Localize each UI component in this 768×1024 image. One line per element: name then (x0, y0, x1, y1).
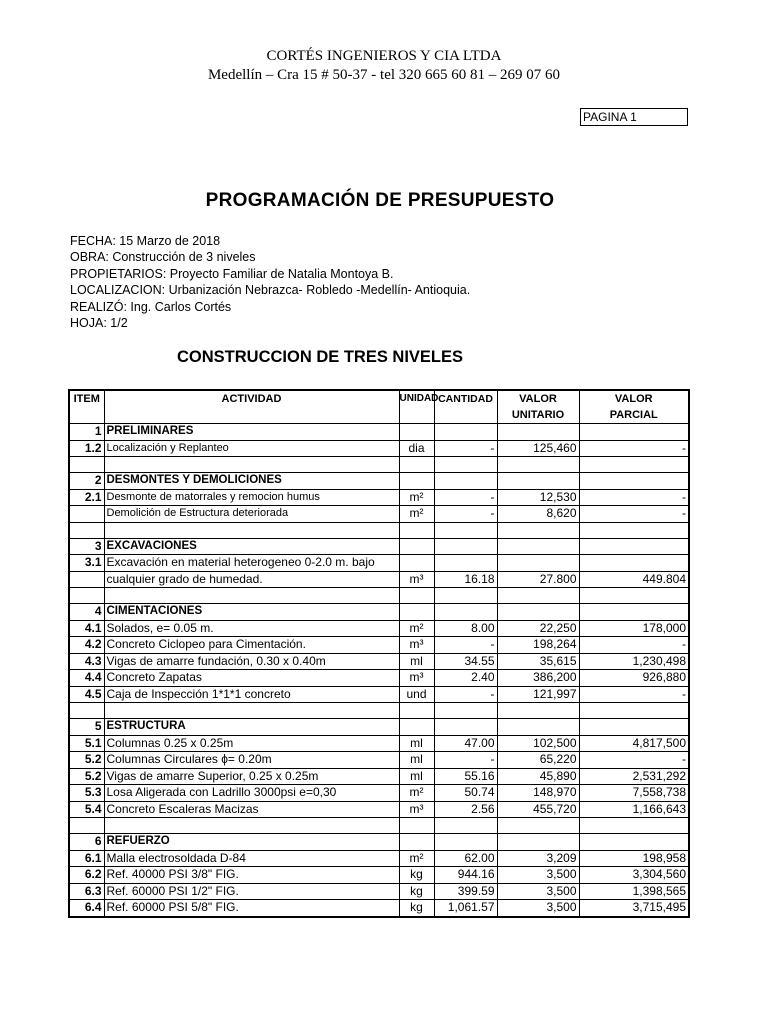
unit-price-cell (497, 719, 579, 736)
unit-cell (399, 473, 434, 490)
header-unit-value-line2: UNITARIO (511, 409, 565, 421)
partial-value-cell (579, 538, 689, 555)
quantity-cell: 47.00 (434, 735, 497, 752)
company-address: Medellín – Cra 15 # 50-37 - tel 320 665 60 81 – 269 07 60 (207, 67, 561, 83)
unit-price-cell: 121,997 (497, 686, 579, 703)
quantity-cell: - (434, 440, 497, 457)
activity-cell: Concreto Escaleras Macizas (104, 801, 399, 818)
unit-cell: m² (399, 850, 434, 867)
blank-row (69, 522, 689, 538)
partial-value-cell: 2,531,292 (579, 768, 689, 785)
quantity-cell: - (434, 752, 497, 769)
empty-cell (579, 457, 689, 473)
empty-cell (497, 818, 579, 834)
item-cell (69, 571, 104, 588)
unit-cell: und (399, 686, 434, 703)
document-title: PROGRAMACIÓN DE PRESUPUESTO (205, 190, 555, 211)
header-partial-value (579, 390, 689, 424)
unit-price-cell (497, 555, 579, 572)
empty-cell (69, 703, 104, 719)
quantity-cell: 62.00 (434, 850, 497, 867)
blank-row (69, 703, 689, 719)
item-cell: 3 (69, 538, 104, 555)
unit-price-cell: 65,220 (497, 752, 579, 769)
partial-value-cell (579, 473, 689, 490)
quantity-cell: - (434, 489, 497, 506)
unit-price-cell: 198,264 (497, 637, 579, 654)
quantity-cell (434, 473, 497, 490)
unit-price-cell: 3,209 (497, 850, 579, 867)
table-row (69, 637, 689, 654)
empty-cell (69, 588, 104, 604)
quantity-cell: 2.40 (434, 670, 497, 687)
table-row (69, 686, 689, 703)
empty-cell (434, 457, 497, 473)
empty-cell (579, 522, 689, 538)
table-header-row (69, 390, 689, 424)
unit-cell (399, 719, 434, 736)
empty-cell (579, 818, 689, 834)
activity-cell: DESMONTES Y DEMOLICIONES (104, 473, 399, 490)
meta-work: OBRA: Construcción de 3 niveles (70, 250, 256, 264)
empty-cell (579, 588, 689, 604)
item-cell: 6.1 (69, 850, 104, 867)
partial-value-cell: 178,000 (579, 620, 689, 637)
blank-row (69, 818, 689, 834)
section-row (69, 424, 689, 441)
section-subtitle: CONSTRUCCION DE TRES NIVELES (176, 348, 464, 366)
empty-cell (434, 703, 497, 719)
unit-cell: m³ (399, 571, 434, 588)
unit-cell (399, 424, 434, 441)
activity-cell: PRELIMINARES (104, 424, 399, 441)
table-row (69, 900, 689, 917)
activity-cell: CIMENTACIONES (104, 604, 399, 621)
unit-price-cell: 125,460 (497, 440, 579, 457)
section-row (69, 473, 689, 490)
unit-price-cell: 27.800 (497, 571, 579, 588)
table-row (69, 735, 689, 752)
item-cell: 6.4 (69, 900, 104, 917)
header-unit-value (497, 390, 579, 424)
activity-cell: Columnas Circulares ϕ= 0.20m (104, 752, 399, 769)
header-unit: UNIDAD (399, 390, 434, 424)
partial-value-cell: 3,304,560 (579, 867, 689, 884)
unit-price-cell: 45,890 (497, 768, 579, 785)
activity-cell: cualquier grado de humedad. (104, 571, 399, 588)
unit-price-cell: 3,500 (497, 900, 579, 917)
activity-cell: Caja de Inspección 1*1*1 concreto (104, 686, 399, 703)
quantity-cell: 2.56 (434, 801, 497, 818)
item-cell: 4.3 (69, 653, 104, 670)
unit-price-cell: 35,615 (497, 653, 579, 670)
partial-value-cell: 1,398,565 (579, 883, 689, 900)
unit-price-cell: 3,500 (497, 867, 579, 884)
meta-date: FECHA: 15 Marzo de 2018 (70, 234, 221, 248)
item-cell (69, 506, 104, 523)
unit-price-cell (497, 538, 579, 555)
empty-cell (104, 457, 399, 473)
quantity-cell: - (434, 686, 497, 703)
table-row (69, 801, 689, 818)
partial-value-cell: 1,230,498 (579, 653, 689, 670)
activity-cell: Vigas de amarre Superior, 0.25 x 0.25m (104, 768, 399, 785)
table-row (69, 670, 689, 687)
empty-cell (497, 457, 579, 473)
quantity-cell: 8.00 (434, 620, 497, 637)
header-activity: ACTIVIDAD (104, 390, 399, 424)
quantity-cell (434, 604, 497, 621)
empty-cell (69, 457, 104, 473)
header-partial-value-line1: VALOR (614, 393, 653, 405)
empty-cell (497, 588, 579, 604)
table-row (69, 850, 689, 867)
empty-cell (399, 457, 434, 473)
activity-cell: Solados, e= 0.05 m. (104, 620, 399, 637)
activity-cell: Vigas de amarre fundación, 0.30 x 0.40m (104, 653, 399, 670)
header-partial-value-line2: PARCIAL (609, 409, 658, 421)
empty-cell (399, 588, 434, 604)
empty-cell (104, 818, 399, 834)
unit-cell: kg (399, 900, 434, 917)
meta-sheet: HOJA: 1/2 (70, 316, 128, 330)
unit-price-cell: 386,200 (497, 670, 579, 687)
empty-cell (497, 703, 579, 719)
empty-cell (434, 818, 497, 834)
item-cell: 6.2 (69, 867, 104, 884)
item-cell: 6.3 (69, 883, 104, 900)
header-item: ITEM (69, 390, 104, 424)
unit-cell: dia (399, 440, 434, 457)
quantity-cell: - (434, 506, 497, 523)
unit-cell: m³ (399, 637, 434, 654)
unit-price-cell (497, 424, 579, 441)
unit-price-cell: 3,500 (497, 883, 579, 900)
partial-value-cell: 198,958 (579, 850, 689, 867)
item-cell: 5.2 (69, 752, 104, 769)
partial-value-cell: 926,880 (579, 670, 689, 687)
table-row (69, 620, 689, 637)
header-unit-value-line1: VALOR (519, 393, 557, 405)
quantity-cell: 399.59 (434, 883, 497, 900)
section-row (69, 604, 689, 621)
partial-value-cell: 7,558,738 (579, 785, 689, 802)
partial-value-cell: - (579, 506, 689, 523)
activity-cell: Demolición de Estructura deteriorada (104, 506, 399, 523)
unit-cell: kg (399, 883, 434, 900)
unit-price-cell: 22,250 (497, 620, 579, 637)
item-cell: 5.3 (69, 785, 104, 802)
empty-cell (104, 703, 399, 719)
quantity-cell: 34.55 (434, 653, 497, 670)
empty-cell (497, 522, 579, 538)
meta-owners: PROPIETARIOS: Proyecto Familiar de Natalia Montoya B. (70, 267, 394, 281)
empty-cell (104, 588, 399, 604)
unit-cell: m² (399, 620, 434, 637)
unit-price-cell (497, 834, 579, 851)
unit-cell: m² (399, 785, 434, 802)
activity-cell: Concreto Ciclopeo para Cimentación. (104, 637, 399, 654)
partial-value-cell (579, 424, 689, 441)
unit-cell: m² (399, 489, 434, 506)
empty-cell (69, 522, 104, 538)
table-row (69, 571, 689, 588)
activity-cell: Columnas 0.25 x 0.25m (104, 735, 399, 752)
item-cell: 5.2 (69, 768, 104, 785)
unit-cell: m² (399, 506, 434, 523)
table-row (69, 440, 689, 457)
partial-value-cell (579, 719, 689, 736)
activity-cell: ESTRUCTURA (104, 719, 399, 736)
activity-cell: Losa Aligerada con Ladrillo 3000psi e=0,30 (104, 785, 399, 802)
item-cell: 6 (69, 834, 104, 851)
header-quantity: CANTIDAD (434, 390, 497, 424)
activity-cell: Concreto Zapatas (104, 670, 399, 687)
unit-cell: m³ (399, 670, 434, 687)
table-row (69, 867, 689, 884)
partial-value-cell: 4,817,500 (579, 735, 689, 752)
table-row (69, 489, 689, 506)
partial-value-cell: - (579, 637, 689, 654)
unit-cell: m³ (399, 801, 434, 818)
section-row (69, 538, 689, 555)
table-row (69, 768, 689, 785)
quantity-cell (434, 719, 497, 736)
unit-cell: ml (399, 768, 434, 785)
quantity-cell: 944.16 (434, 867, 497, 884)
budget-table-body (69, 424, 689, 917)
table-row (69, 752, 689, 769)
item-cell: 4 (69, 604, 104, 621)
empty-cell (69, 818, 104, 834)
quantity-cell: 55.16 (434, 768, 497, 785)
company-name: CORTÉS INGENIEROS Y CIA LTDA (266, 48, 502, 64)
unit-cell (399, 555, 434, 572)
unit-cell: kg (399, 867, 434, 884)
item-cell: 1 (69, 424, 104, 441)
item-cell: 5 (69, 719, 104, 736)
unit-price-cell: 455,720 (497, 801, 579, 818)
unit-cell: ml (399, 735, 434, 752)
quantity-cell (434, 555, 497, 572)
unit-price-cell: 102,500 (497, 735, 579, 752)
partial-value-cell: - (579, 489, 689, 506)
unit-price-cell: 148,970 (497, 785, 579, 802)
table-row (69, 555, 689, 572)
quantity-cell: 1,061.57 (434, 900, 497, 917)
unit-cell (399, 604, 434, 621)
empty-cell (434, 588, 497, 604)
empty-cell (104, 522, 399, 538)
activity-cell: REFUERZO (104, 834, 399, 851)
budget-table (68, 389, 690, 918)
partial-value-cell: - (579, 440, 689, 457)
empty-cell (434, 522, 497, 538)
partial-value-cell: 3,715,495 (579, 900, 689, 917)
partial-value-cell: - (579, 752, 689, 769)
quantity-cell (434, 538, 497, 555)
meta-author: REALIZÓ: Ing. Carlos Cortés (70, 300, 232, 314)
item-cell: 4.2 (69, 637, 104, 654)
page-number-box: PAGINA 1 (580, 108, 688, 126)
table-row (69, 883, 689, 900)
activity-cell: Localización y Replanteo (104, 440, 399, 457)
quantity-cell: 16.18 (434, 571, 497, 588)
unit-price-cell (497, 473, 579, 490)
activity-cell: Desmonte de matorrales y remocion humus (104, 489, 399, 506)
unit-price-cell: 12,530 (497, 489, 579, 506)
partial-value-cell: 1,166,643 (579, 801, 689, 818)
unit-cell (399, 834, 434, 851)
section-row (69, 719, 689, 736)
unit-price-cell (497, 604, 579, 621)
section-row (69, 834, 689, 851)
activity-cell: EXCAVACIONES (104, 538, 399, 555)
item-cell: 4.4 (69, 670, 104, 687)
partial-value-cell (579, 604, 689, 621)
activity-cell: Ref. 60000 PSI 5/8" FIG. (104, 900, 399, 917)
quantity-cell (434, 834, 497, 851)
activity-cell: Ref. 60000 PSI 1/2" FIG. (104, 883, 399, 900)
unit-cell: ml (399, 752, 434, 769)
meta-location: LOCALIZACION: Urbanización Nebrazca- Robledo -Medellín- Antioquia. (70, 283, 471, 297)
blank-row (69, 457, 689, 473)
partial-value-cell (579, 555, 689, 572)
empty-cell (399, 818, 434, 834)
quantity-cell: - (434, 637, 497, 654)
table-row (69, 506, 689, 523)
partial-value-cell (579, 834, 689, 851)
quantity-cell (434, 424, 497, 441)
item-cell: 2 (69, 473, 104, 490)
activity-cell: Malla electrosoldada D-84 (104, 850, 399, 867)
partial-value-cell: - (579, 686, 689, 703)
table-row (69, 785, 689, 802)
activity-cell: Excavación en material heterogeneo 0-2.0 m. bajo (104, 555, 399, 572)
unit-price-cell: 8,620 (497, 506, 579, 523)
empty-cell (579, 703, 689, 719)
quantity-cell: 50.74 (434, 785, 497, 802)
item-cell: 5.4 (69, 801, 104, 818)
table-row (69, 653, 689, 670)
blank-row (69, 588, 689, 604)
empty-cell (399, 522, 434, 538)
item-cell: 4.5 (69, 686, 104, 703)
item-cell: 5.1 (69, 735, 104, 752)
activity-cell: Ref. 40000 PSI 3/8" FIG. (104, 867, 399, 884)
partial-value-cell: 449.804 (579, 571, 689, 588)
unit-cell (399, 538, 434, 555)
unit-cell: ml (399, 653, 434, 670)
item-cell: 4.1 (69, 620, 104, 637)
empty-cell (399, 703, 434, 719)
item-cell: 3.1 (69, 555, 104, 572)
item-cell: 1.2 (69, 440, 104, 457)
item-cell: 2.1 (69, 489, 104, 506)
